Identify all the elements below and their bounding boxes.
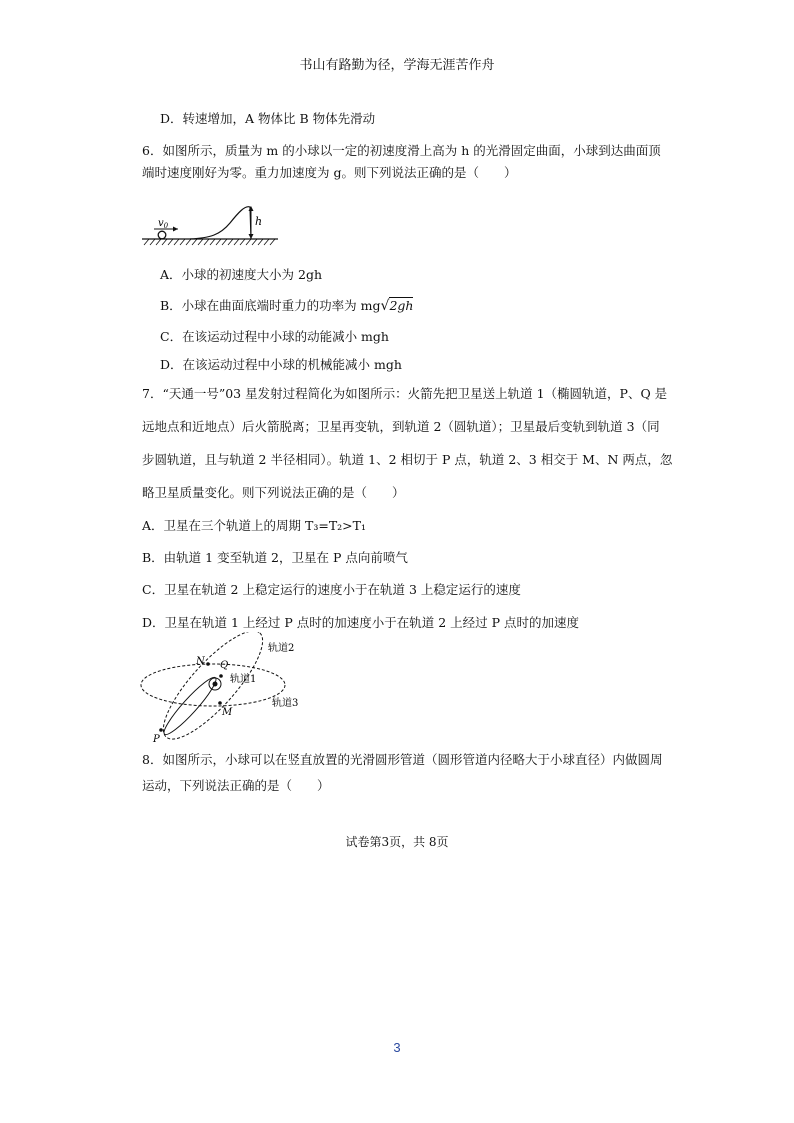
q6-option-a: A．小球的初速度大小为 2gh [160, 267, 323, 282]
q7-orbit-figure [138, 632, 313, 744]
h-label: h [255, 215, 263, 228]
height-arrowhead-bottom [249, 234, 254, 239]
q7-stem-line4: 略卫星质量变化。则下列说法正确的是（ ） [142, 485, 405, 500]
q6-option-b [160, 298, 413, 314]
q8-stem-line2: 运动，下列说法正确的是（ ） [142, 778, 330, 793]
velocity-arrowhead [173, 227, 178, 232]
q7-option-c: C．卫星在轨道 2 上稳定运行的速度小于在轨道 3 上稳定运行的速度 [142, 582, 521, 597]
q6-option-b-text: B．小球在曲面底端时重力的功率为 mg [160, 298, 381, 313]
q-label: Q [220, 660, 229, 671]
point-q [219, 674, 223, 678]
q7-option-b: B．由轨道 1 变至轨道 2，卫星在 P 点向前喷气 [142, 550, 408, 565]
v0-label: $v_0$ [158, 218, 169, 230]
ball [158, 231, 166, 239]
orbit1-label: 轨道1 [230, 674, 257, 685]
exam-page-indicator: 试卷第3页，共 8页 [345, 835, 449, 849]
n-label: N [196, 656, 205, 667]
q5-option-d: D．转速增加，A 物体比 B 物体先滑动 [160, 111, 376, 126]
orbit2-label: 轨道2 [268, 643, 295, 654]
p-label: P [153, 734, 160, 744]
q6-ramp-figure [140, 205, 285, 255]
point-n [206, 662, 210, 666]
m-label: M [222, 707, 233, 718]
curved-surface [190, 207, 251, 239]
q7-stem-line1: 7．“天通一号”03 星发射过程简化为如图所示：火箭先把卫星送上轨道 1（椭圆轨道，P、Q 是 [142, 386, 668, 401]
q8-stem-line1: 8．如图所示，小球可以在竖直放置的光滑圆形管道（圆形管道内径略大于小球直径）内做圆周 [142, 752, 663, 767]
q6-option-d: D．在该运动过程中小球的机械能减小 mgh [160, 357, 402, 372]
q7-stem-line3: 步圆轨道，且与轨道 2 半径相同）。轨道 1、2 相切于 P 点，轨道 2、3 相交于 M、N 两点，忽 [142, 452, 673, 467]
point-p [159, 728, 163, 732]
q6-stem-line1: 6．如图所示，质量为 m 的小球以一定的初速度滑上高为 h 的光滑固定曲面，小球到达曲面顶 [142, 143, 661, 158]
q7-option-a: A．卫星在三个轨道上的周期 T₃=T₂>T₁ [142, 518, 366, 533]
earth-core [213, 682, 218, 687]
q6-option-c: C．在该运动过程中小球的动能减小 mgh [160, 329, 389, 344]
q7-option-d: D．卫星在轨道 1 上经过 P 点时的加速度小于在轨道 2 上经过 P 点时的加速度 [142, 615, 580, 630]
header-motto: 书山有路勤为径，学海无涯苦作舟 [299, 58, 495, 73]
orbit3-label: 轨道3 [272, 698, 299, 709]
sqrt-sign: √ [380, 298, 390, 314]
point-m [218, 701, 222, 705]
q6-option-b-radicand: 2gh [389, 298, 414, 313]
q7-stem-line2: 远地点和近地点）后火箭脱离；卫星再变轨，到轨道 2（圆轨道）；卫星最后变轨到轨道 3（同 [142, 419, 660, 434]
ground-hatch [144, 239, 275, 245]
page-number: 3 [393, 1040, 401, 1055]
q6-stem-line2: 端时速度刚好为零。重力加速度为 g。则下列说法正确的是（ ） [142, 165, 517, 180]
